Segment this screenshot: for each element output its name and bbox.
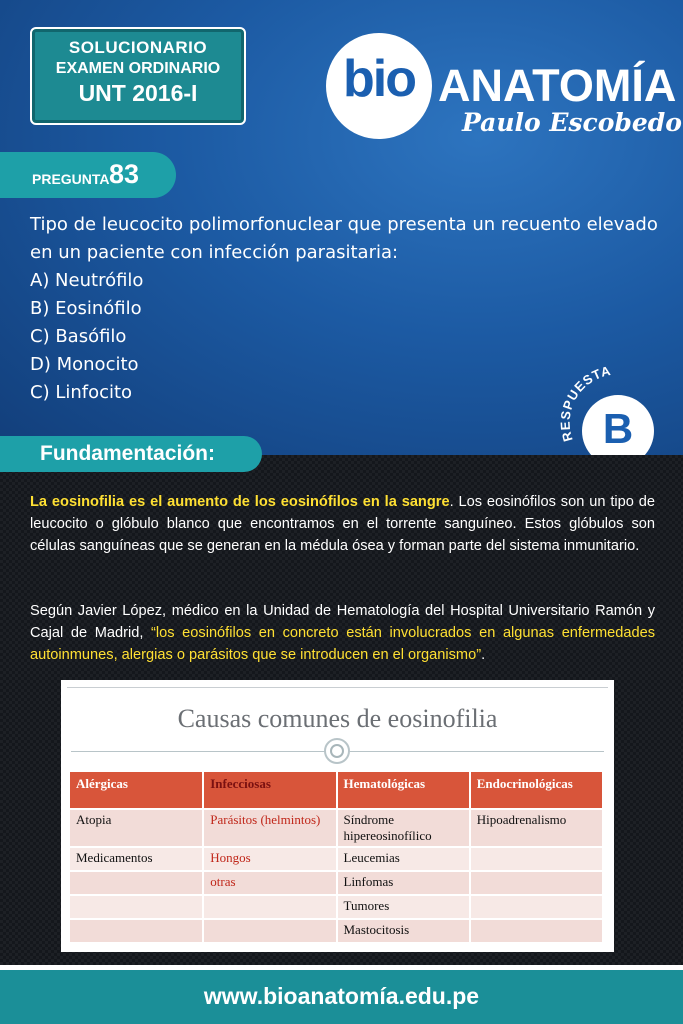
question-label-word: PREGUNTA: [32, 171, 110, 187]
exam-badge: [30, 27, 246, 125]
question-number: 83: [109, 159, 140, 189]
table-header-row: [70, 772, 603, 809]
footer-url[interactable]: www.bioanatomía.edu.pe: [203, 983, 480, 1009]
header-endocrinologicas: Endocrinológicas: [470, 772, 603, 809]
header-alergicas: Alérgicas: [70, 772, 203, 809]
paragraph-1: [30, 491, 655, 557]
table-cell: Hipoadrenalismo: [470, 809, 603, 847]
eosinophilia-table-slide: [61, 680, 614, 952]
paragraph-1-rest: . Los eosinófilos son un tipo de leucocito o glóbulo blanco que encontramos en el torrente sanguíneo. Estos glóbulos son células sanguíneas que se generan en la médula ósea y forman parte del sistema inmunitario.: [30, 494, 655, 554]
table-cell: Medicamentos: [70, 847, 203, 871]
answer-letter: B: [602, 405, 634, 452]
question-label: [0, 152, 176, 198]
option-d: D) Monocito: [30, 354, 139, 375]
header-hematologicas: Hematológicas: [337, 772, 470, 809]
badge-line-3: UNT 2016-I: [78, 80, 198, 106]
table-cell: [470, 895, 603, 919]
table-cell: [203, 895, 336, 919]
table-cell: Síndrome hipereosinofílico: [337, 809, 470, 847]
causes-table: [70, 772, 604, 942]
table-row: [70, 871, 603, 895]
ring-ornament-icon: [324, 738, 350, 764]
table-cell: Tumores: [337, 895, 470, 919]
table-row: [70, 809, 603, 847]
footer-bar: [0, 965, 683, 1024]
table-cell: [70, 871, 203, 895]
table-cell: otras: [203, 871, 336, 895]
paragraph-2-quote: “los eosinófilos en concreto están involucrados en algunas enfermedades autoinmunes, alergias o parásitos que se introducen en el organismo”: [30, 625, 655, 663]
table-cell: Parásitos (helmintos): [203, 809, 336, 847]
paragraph-2: [30, 600, 655, 666]
logo-subtitle: Paulo Escobedo: [462, 108, 682, 137]
option-a: A) Neutrófilo: [30, 270, 144, 291]
table-cell: Linfomas: [337, 871, 470, 895]
answer-label: RESPUESTA: [557, 362, 613, 444]
slide-top-line: [67, 687, 608, 688]
table-cell: [203, 919, 336, 942]
table-cell: Mastocitosis: [337, 919, 470, 942]
option-c: C) Basófilo: [30, 326, 127, 347]
paragraph-1-highlight: La eosinofilia es el aumento de los eosinófilos en la sangre: [30, 494, 450, 510]
question-text: Tipo de leucocito polimorfonuclear que presenta un recuento elevado en un paciente con infección parasitaria:: [30, 214, 658, 263]
badge-line-1: SOLUCIONARIO: [68, 38, 208, 57]
table-cell: Leucemias: [337, 847, 470, 871]
table-cell: [70, 919, 203, 942]
table-cell: [470, 919, 603, 942]
table-title: Causas comunes de eosinofilia: [177, 704, 498, 733]
paragraph-2-end: .: [481, 647, 486, 663]
table-cell: [70, 895, 203, 919]
table-row: [70, 847, 603, 871]
section-title-bar: [0, 436, 262, 472]
badge-line-2: EXAMEN ORDINARIO: [55, 60, 221, 77]
table-cell: [470, 871, 603, 895]
logo-anatomia-text: ANATOMÍA: [438, 60, 677, 111]
table-cell: Hongos: [203, 847, 336, 871]
section-title: Fundamentación:: [40, 442, 216, 465]
option-b: B) Eosinófilo: [30, 298, 142, 319]
table-cell: Atopia: [70, 809, 203, 847]
table-cell: [470, 847, 603, 871]
table-row: [70, 919, 603, 942]
table-row: [70, 895, 603, 919]
header-infecciosas: Infecciosas: [203, 772, 336, 809]
logo-bio-text: bio: [343, 50, 415, 108]
option-e: C) Linfocito: [30, 382, 133, 403]
paragraph-2-intro: Según Javier López, médico en la Unidad de Hematología del Hospital Universitario Ramón y Cajal de Madrid,: [30, 603, 655, 641]
